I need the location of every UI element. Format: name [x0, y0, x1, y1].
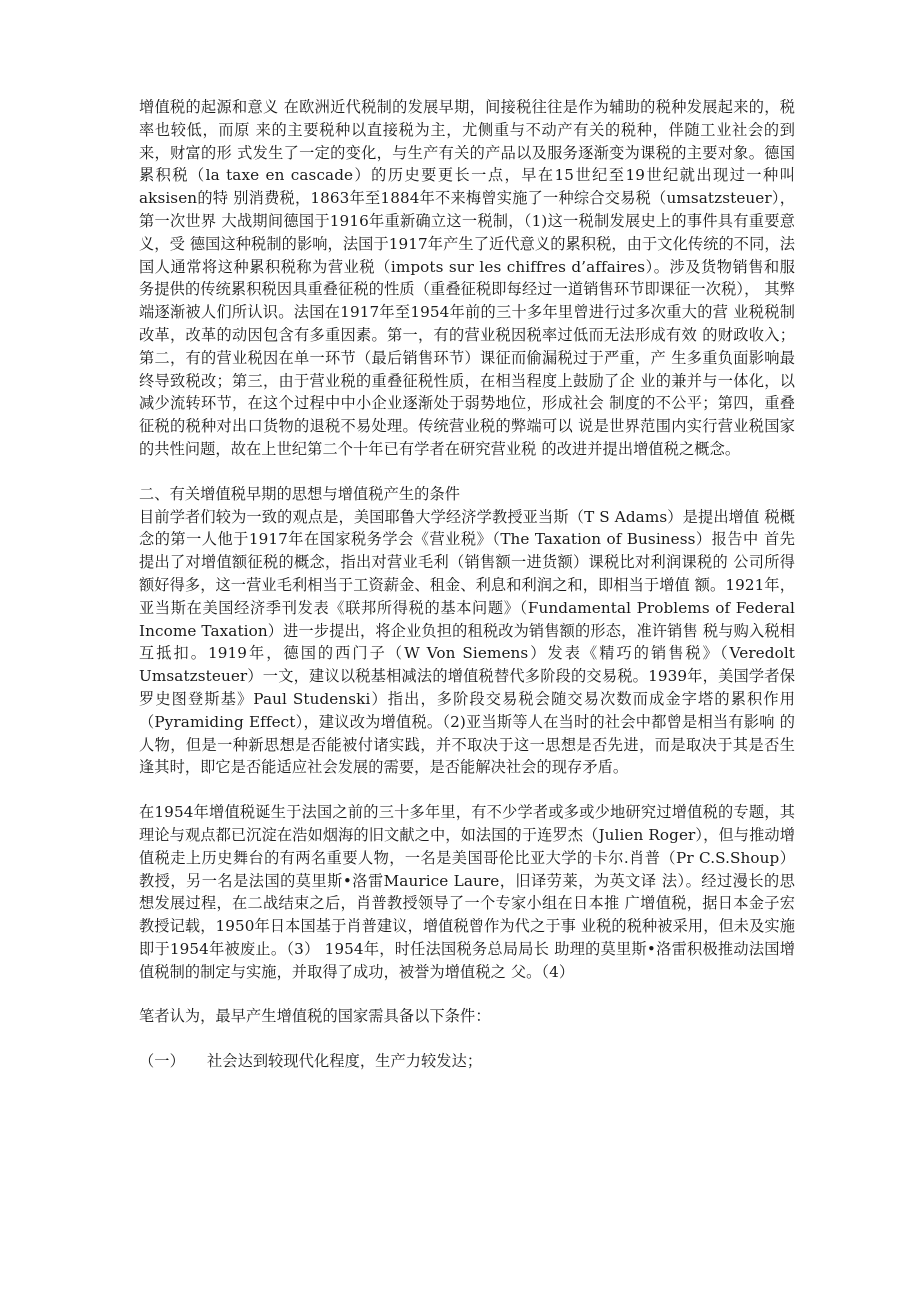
- paragraph-conditions-intro: 笔者认为，最早产生增值税的国家需具备以下条件：: [139, 1007, 491, 1026]
- list-item-text: 社会达到较现代化程度，生产力较发达；: [207, 1052, 483, 1071]
- document-body: [139, 96, 795, 1073]
- list-item-number: （一）: [139, 1052, 185, 1071]
- paragraph-early-thought: 目前学者们较为一致的观点是，美国耶鲁大学经济学教授亚当斯（T S Adams）是提出增值 税概念的第一人他于1917年在国家税务学会《营业税》（The Taxation of Business）报告中 首先提出了对增值额征税的概念，指出对营业毛利（销售额一进货额）课税比对利润课税的 公司所得额好得多，这一营业毛利相当于工资薪金、租金、利息和利润之和，即相当于增值 额。1921年，亚当斯在美国经济季刊发表《联邦所得税的基本问题》（Fundamental Problems of Federal Income Taxation）进一步提出，将企业负担的租税改为销售额的形态，准许销售 税与购入税相互抵扣。1919年，德国的西门子（W Von Siemens）发表《精巧的销售税》（Veredolt Umsatzsteuer）一文，建议以税基相减法的增值税替代多阶段的交易税。1939年，美国学者保罗史图登斯基》Paul Studenski）指出，多阶段交易税会随交易次数而成金字塔的累积作用（Pyramiding Effect），建议改为增值税。（2)亚当斯等人在当时的社会中都曾是相当有影响 的人物，但是一种新思想是否能被付诸实践，并不取决于这一思想是否先进，而是取决于其是否生逢其时，即它是否能适应社会发展的需要，是否能解决社会的现存矛盾。: [139, 507, 795, 777]
- section-heading: 二、有关增值税早期的思想与增值税产生的条件: [139, 484, 461, 503]
- paragraph-origin: 增值税的起源和意义 在欧洲近代税制的发展早期，间接税往往是作为辅助的税种发展起来的，税率也较低，而原 来的主要税种以直接税为主，尤侧重与不动产有关的税种，伴随工业社会的到来，财富的形 式发生了一定的变化，与生产有关的产品以及服务逐渐变为课税的主要对象。德国累积税（la taxe en cascade）的历史要更长一点，早在15世纪至19世纪就出现过一种叫aksisen的特 别消费税，1863年至1884年不来梅曾实施了一种综合交易税（umsatzsteuer），第一次世界 大战期间德国于1916年重新确立这一税制，（1)这一税制发展史上的事件具有重要意义，受 德国这种税制的影响，法国于1917年产生了近代意义的累积税，由于文化传统的不同，法 国人通常将这种累积税称为营业税（impots sur les chiffres d’affaires）。涉及货物销售和服 务提供的传统累积税因具重叠征税的性质（重叠征税即每经过一道销售环节即课征一次税）， 其弊端逐渐被人们所认识。法国在1917年至1954年前的三十多年里曾进行过多次重大的营 业税税制改革，改革的动因包含有多重因素。第一，有的营业税因税率过低而无法形成有效 的财政收入；第二，有的营业税因在单一环节（最后销售环节）课征而偷漏税过于严重，产 生多重负面影响最终导致税改；第三，由于营业税的重叠征税性质，在相当程度上鼓励了企 业的兼并与一体化，以减少流转环节，在这个过程中中小企业逐渐处于弱势地位，形成社会 制度的不公平；第四，重叠征税的税种对出口货物的退税不易处理。传统营业税的弊端可以 说是世界范围内实行营业税国家的共性问题，故在上世纪第二个十年已有学者在研究营业税 的改进并提出增值税之概念。: [139, 98, 795, 458]
- paragraph-key-figures: 在1954年增值税诞生于法国之前的三十多年里，有不少学者或多或少地研究过增值税的专题，其理论与观点都已沉淀在浩如烟海的旧文献之中，如法国的于连罗杰（Julien Roger），但与推动增值税走上历史舞台的有两名重要人物，一名是美国哥伦比亚大学的卡尔.肖普（Pr C.S.Shoup）教授，另一名是法国的莫里斯•洛雷Maurice Laure，旧译劳莱，为英文译 法）。经过漫长的思想发展过程，在二战结束之后，肖普教授领导了一个专家小组在日本推 广增值税，据日本金子宏教授记载，1950年日本国基于肖普建议，增值税曾作为代之于事 业税的税种被采用，但未及实施即于1954年被废止。（3） 1954年，时任法国税务总局局长 助理的莫里斯•洛雷积极推动法国增值税制的制定与实施，并取得了成功，被誉为增值税之 父。（4）: [139, 803, 795, 981]
- list-item: [139, 1050, 795, 1073]
